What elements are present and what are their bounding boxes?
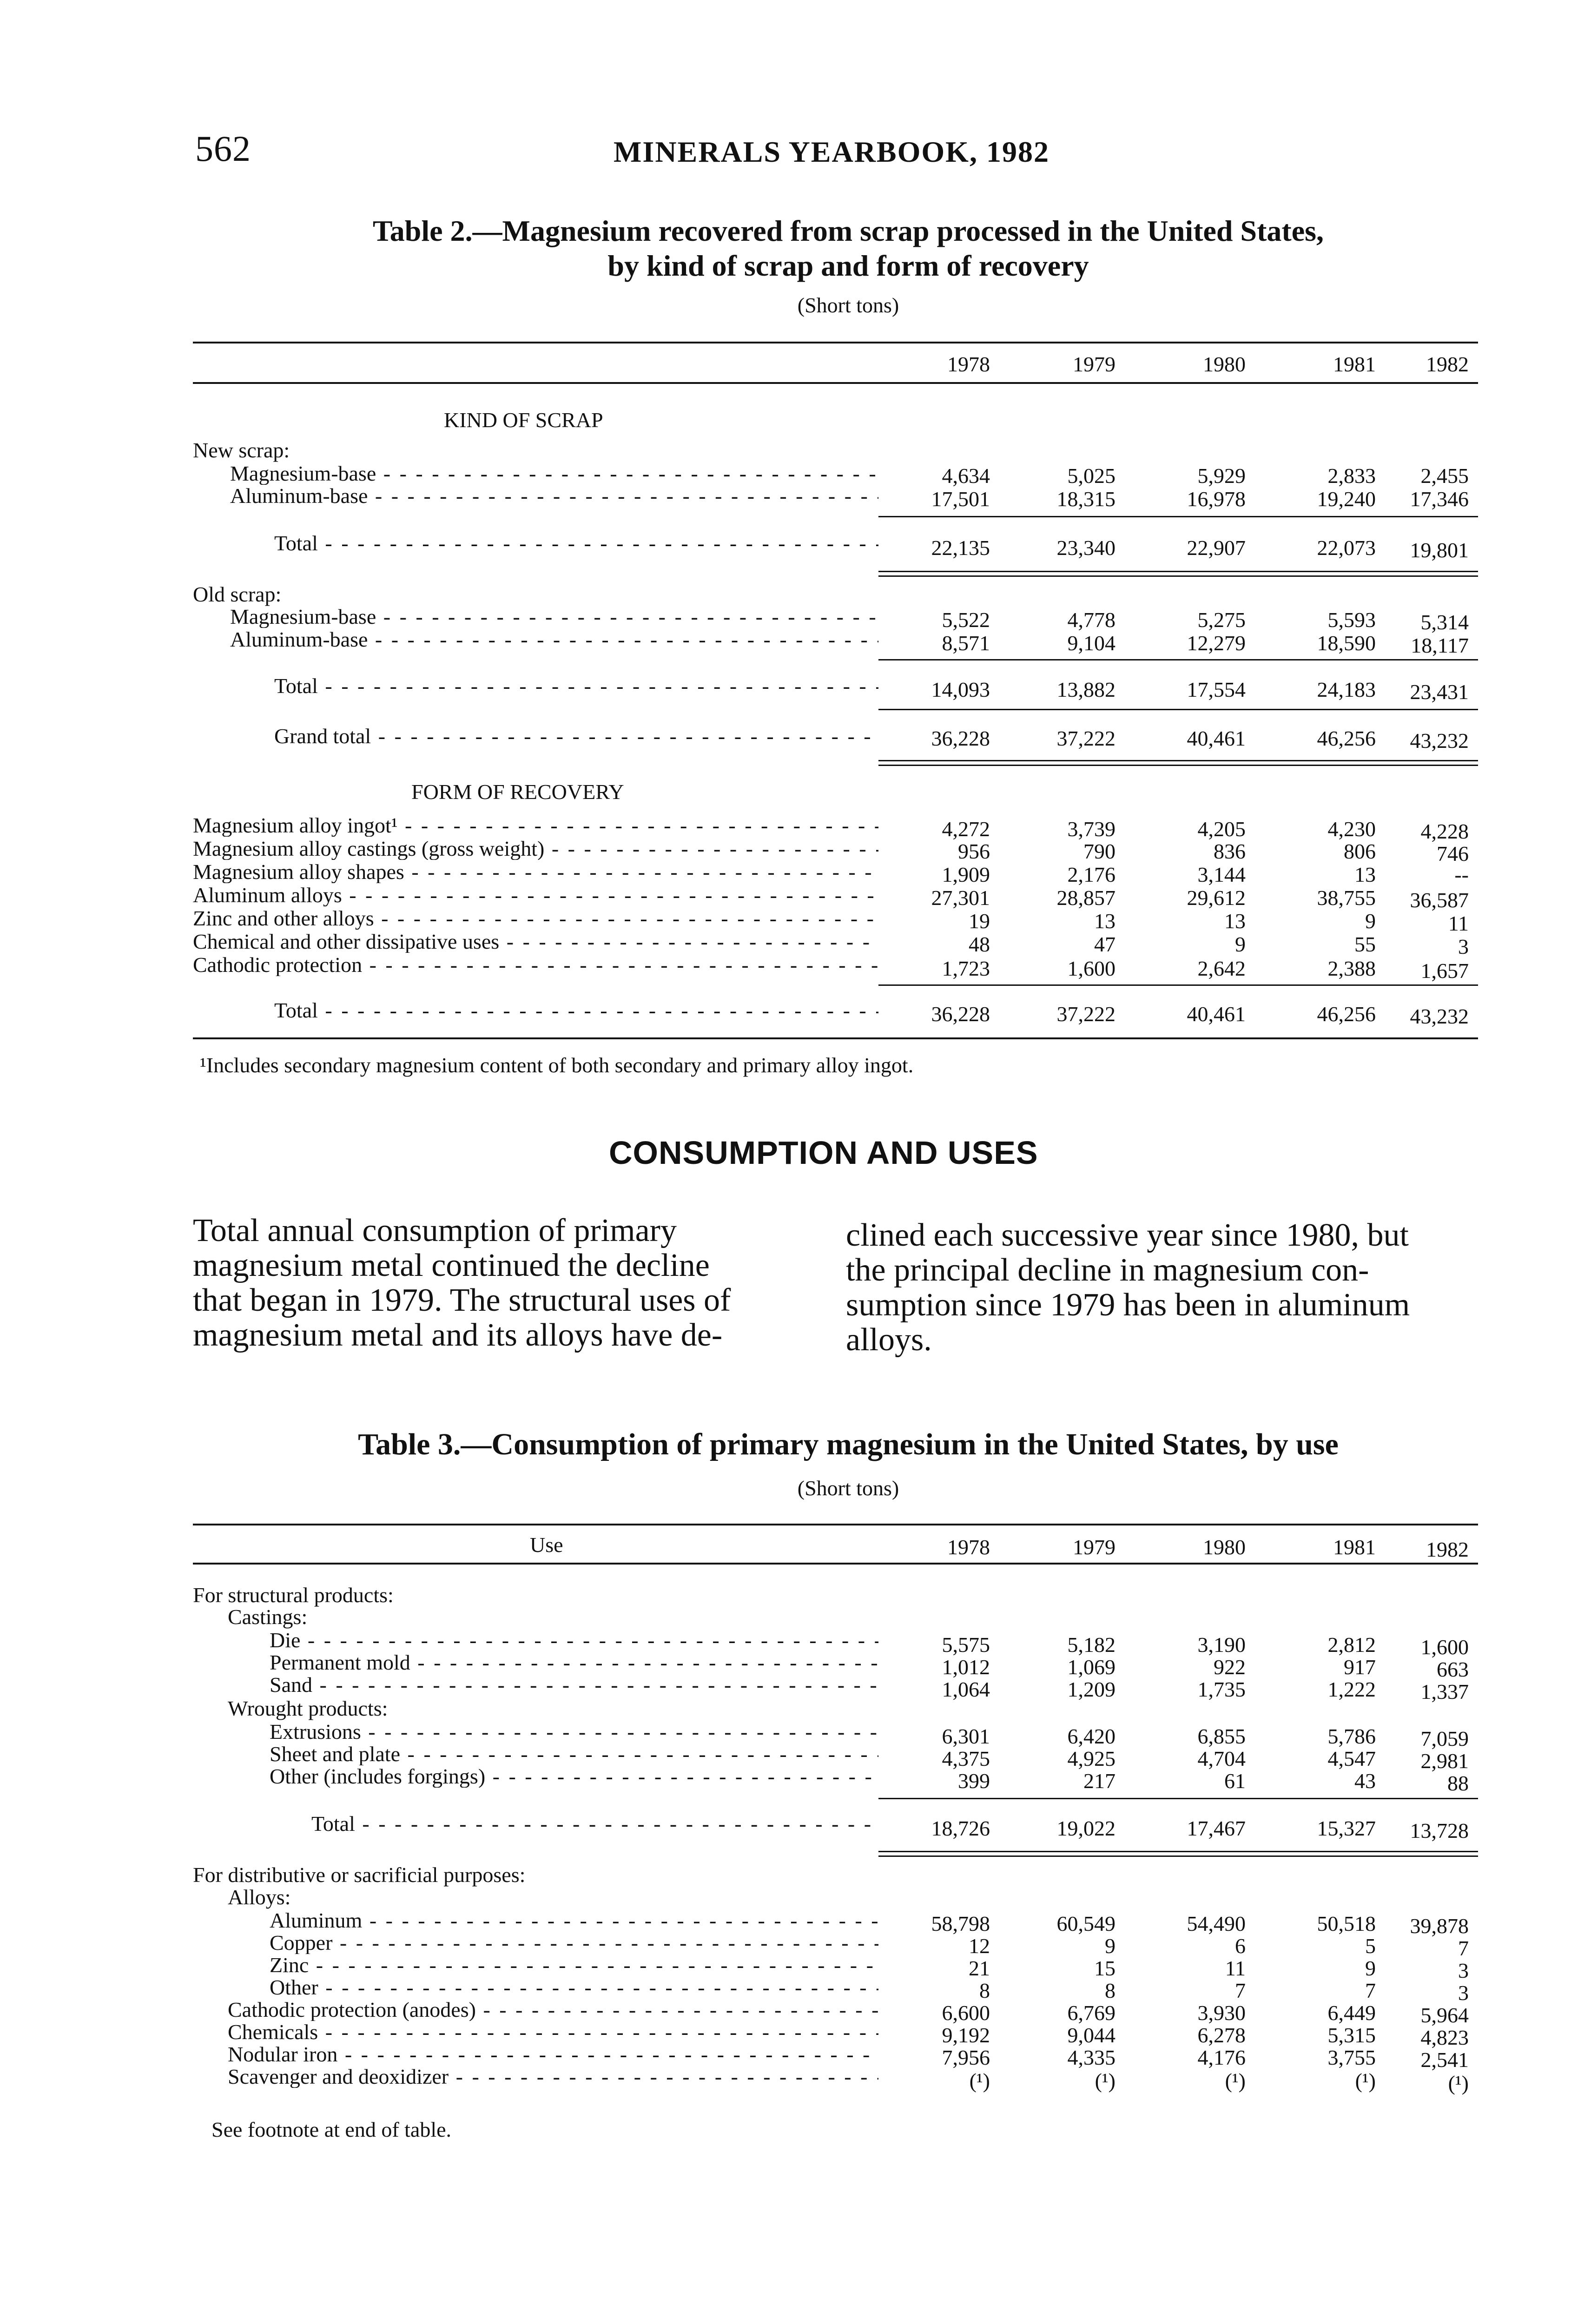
cell: 5,593 <box>1327 608 1376 632</box>
total-rule <box>878 765 1478 766</box>
table-2-bottom-rule <box>193 1037 1478 1039</box>
subtotal-rule <box>878 1798 1478 1799</box>
cell: 4,925 <box>1067 1747 1115 1770</box>
cell: 43 <box>1354 1769 1376 1793</box>
cell: 5,025 <box>1067 464 1115 488</box>
row-label: Nodular iron - - - <box>228 2043 878 2066</box>
paragraph-line: Total annual consumption of primary <box>193 1213 677 1248</box>
cell: 17,346 <box>1410 487 1469 511</box>
table-2-top-rule <box>193 342 1478 343</box>
row-label: Zinc and other alloys - - - <box>193 907 878 930</box>
cell: 4,228 <box>1420 819 1469 843</box>
cell: (¹) <box>1225 2069 1246 2093</box>
cell: 6,278 <box>1197 2023 1246 2047</box>
row-label: Aluminum-base - - - <box>230 485 878 507</box>
row-label: Magnesium alloy ingot¹ - - - <box>193 814 878 837</box>
cell: 5,929 <box>1197 464 1246 488</box>
row-label: Zinc - - - <box>270 1954 878 1976</box>
cell: 5,786 <box>1327 1724 1376 1748</box>
cell: 3,755 <box>1327 2046 1376 2069</box>
cell: 3,739 <box>1067 817 1115 841</box>
cell: 9 <box>1235 932 1246 956</box>
cell: 4,778 <box>1067 608 1115 632</box>
cell: 39,878 <box>1410 1914 1469 1938</box>
row-label: Total - - - <box>311 1813 878 1835</box>
cell: 1,209 <box>1067 1677 1115 1701</box>
cell: 7 <box>1235 1979 1246 2002</box>
cell: 1,600 <box>1420 1635 1469 1659</box>
cell: 4,205 <box>1197 817 1246 841</box>
cell: 12 <box>969 1934 990 1958</box>
cell: 19 <box>969 909 990 933</box>
table-2-header-rule <box>193 382 1478 384</box>
row-label: Grand total - - - <box>274 725 878 747</box>
table-2-title-line1: Table 2.—Magnesium recovered from scrap processed in the United States, <box>372 214 1324 247</box>
cell: 9,044 <box>1067 2023 1115 2047</box>
cell: 17,554 <box>1187 678 1246 701</box>
row-label: Magnesium-base - - - <box>230 462 878 485</box>
cell: 29,612 <box>1187 886 1246 910</box>
subtotal-rule <box>878 516 1478 517</box>
cell: 17,467 <box>1187 1816 1246 1840</box>
row-label: Chemical and other dissipative uses - - - <box>193 931 878 953</box>
cell: 40,461 <box>1187 1002 1246 1026</box>
cell: 4,272 <box>942 817 990 841</box>
cell: 746 <box>1437 842 1469 865</box>
cell: 5,314 <box>1420 610 1469 634</box>
row-label: Aluminum - - - <box>270 1909 878 1932</box>
cell: 15,327 <box>1317 1816 1376 1840</box>
cell: 13 <box>1224 909 1246 933</box>
cell: 6 <box>1235 1934 1246 1958</box>
paragraph-line: that began in 1979. The structural uses of <box>193 1282 731 1318</box>
cell: 16,978 <box>1187 487 1246 511</box>
t3-year-1978: 1978 <box>947 1535 990 1559</box>
cell: 8 <box>1105 1979 1115 2002</box>
cell: 4,335 <box>1067 2046 1115 2069</box>
row-label: Scavenger and deoxidizer - - - <box>228 2066 878 2088</box>
cell: 5,275 <box>1197 608 1246 632</box>
cell: (¹) <box>1355 2069 1376 2093</box>
cell: -- <box>1454 863 1469 886</box>
cell: 17,501 <box>931 487 990 511</box>
cell: 48 <box>969 932 990 956</box>
cell: 11 <box>1448 911 1469 935</box>
row-label: Sheet and plate - - - <box>270 1743 878 1765</box>
row-label: Aluminum alloys - - - <box>193 884 878 906</box>
paragraph-line: magnesium metal and its alloys have de- <box>193 1317 723 1353</box>
cell: 7,059 <box>1420 1727 1469 1750</box>
cell: 6,769 <box>1067 2001 1115 2025</box>
cell: 28,857 <box>1056 886 1115 910</box>
cell: 1,657 <box>1420 959 1469 983</box>
cell: 2,455 <box>1420 464 1469 488</box>
cell: 1,600 <box>1067 957 1115 980</box>
cell: 23,340 <box>1056 536 1115 560</box>
running-header: MINERALS YEARBOOK, 1982 <box>614 135 1049 168</box>
cell: 2,812 <box>1327 1633 1376 1657</box>
paragraph-line: magnesium metal continued the decline <box>193 1248 710 1283</box>
cell: 4,823 <box>1420 2026 1469 2049</box>
cell: 2,642 <box>1197 957 1246 980</box>
table-2-title-line2: by kind of scrap and form of recovery <box>607 249 1089 282</box>
cell: 8,571 <box>942 631 990 655</box>
cell: 12,279 <box>1187 631 1246 655</box>
cell: 9 <box>1105 1934 1115 1958</box>
cell: 43,232 <box>1410 1004 1469 1028</box>
cell: 806 <box>1344 839 1376 863</box>
cell: 43,232 <box>1410 729 1469 753</box>
cell: 4,230 <box>1327 817 1376 841</box>
cell: 9,104 <box>1067 631 1115 655</box>
cell: 7,956 <box>942 2046 990 2069</box>
use-header: Use <box>530 1533 563 1557</box>
total-rule <box>878 571 1478 572</box>
cell: 27,301 <box>931 886 990 910</box>
cell: 55 <box>1354 932 1376 956</box>
row-label: Total - - - <box>274 999 878 1022</box>
cell: 2,388 <box>1327 957 1376 980</box>
cell: 4,375 <box>942 1747 990 1770</box>
cell: 11 <box>1225 1956 1246 1980</box>
cell: 4,704 <box>1197 1747 1246 1770</box>
total-rule <box>878 760 1478 761</box>
cell: 5,964 <box>1420 2003 1469 2027</box>
cell: 19,022 <box>1056 1816 1115 1840</box>
cell: 58,798 <box>931 1912 990 1935</box>
table-2-units: (Short tons) <box>797 293 899 317</box>
table-3-title: Table 3.—Consumption of primary magnesium in the United States, by use <box>358 1427 1339 1461</box>
cell: 1,337 <box>1420 1680 1469 1703</box>
cell: 23,431 <box>1410 680 1469 704</box>
structural-label: For structural products: <box>193 1583 394 1607</box>
cell: 9,192 <box>942 2023 990 2047</box>
cell: 6,600 <box>942 2001 990 2025</box>
row-label: Cathodic protection - - - <box>193 954 878 976</box>
cell: 2,176 <box>1067 863 1115 886</box>
cell: 6,855 <box>1197 1724 1246 1748</box>
subtotal-rule <box>878 709 1478 710</box>
cell: 956 <box>958 839 990 863</box>
row-label: Die - - - <box>270 1629 878 1651</box>
cell: 2,541 <box>1420 2048 1469 2072</box>
cell: 50,518 <box>1317 1912 1376 1935</box>
cell: 2,981 <box>1420 1749 1469 1773</box>
cell: 18,726 <box>931 1816 990 1840</box>
cell: 13,882 <box>1056 678 1115 701</box>
cell: 6,301 <box>942 1724 990 1748</box>
page-number: 562 <box>195 128 251 169</box>
cell: 19,801 <box>1410 538 1469 562</box>
row-label: Other - - - <box>270 1976 878 1999</box>
cell: 22,907 <box>1187 536 1246 560</box>
cell: 1,012 <box>942 1655 990 1679</box>
row-label: Copper - - - <box>270 1932 878 1954</box>
cell: 3 <box>1458 935 1469 958</box>
cell: 5,522 <box>942 608 990 632</box>
cell: 4,547 <box>1327 1747 1376 1770</box>
wrought-label: Wrought products: <box>228 1697 388 1720</box>
castings-label: Castings: <box>228 1605 308 1629</box>
row-label: Total - - - <box>274 532 878 555</box>
cell: 1,735 <box>1197 1677 1246 1701</box>
cell: 19,240 <box>1317 487 1376 511</box>
section-heading: CONSUMPTION AND USES <box>609 1135 1038 1171</box>
cell: 18,590 <box>1317 631 1376 655</box>
t3-year-1979: 1979 <box>1073 1535 1115 1559</box>
cell: 4,176 <box>1197 2046 1246 2069</box>
cell: 6,449 <box>1327 2001 1376 2025</box>
cell: 917 <box>1344 1655 1376 1679</box>
cell: 1,723 <box>942 957 990 980</box>
row-label: Magnesium alloy shapes - - - <box>193 861 878 883</box>
cell: 399 <box>958 1769 990 1793</box>
cell: 38,755 <box>1317 886 1376 910</box>
subtotal-rule <box>878 984 1478 986</box>
t2-year-1978: 1978 <box>947 352 990 376</box>
cell: 1,909 <box>942 863 990 886</box>
cell: 37,222 <box>1056 1002 1115 1026</box>
paragraph-line: alloys. <box>846 1322 932 1358</box>
cell: 36,587 <box>1410 888 1469 912</box>
cell: 836 <box>1214 839 1246 863</box>
t2-year-1981: 1981 <box>1333 352 1376 376</box>
t2-year-1979: 1979 <box>1073 352 1115 376</box>
cell: 5 <box>1365 1934 1376 1958</box>
cell: 22,073 <box>1317 536 1376 560</box>
cell: 3 <box>1458 1981 1469 2005</box>
cell: (¹) <box>1448 2071 1469 2095</box>
see-footnote: See footnote at end of table. <box>211 2118 452 2141</box>
total-rule <box>878 575 1478 577</box>
cell: 18,315 <box>1056 487 1115 511</box>
cell: (¹) <box>1095 2069 1115 2093</box>
cell: 3,930 <box>1197 2001 1246 2025</box>
table-2-footnote: ¹Includes secondary magnesium content of both secondary and primary alloy ingot. <box>200 1053 914 1077</box>
cell: 46,256 <box>1317 1002 1376 1026</box>
row-label: Permanent mold - - - <box>270 1651 878 1674</box>
row-label: Aluminum-base - - - <box>230 628 878 651</box>
cell: 40,461 <box>1187 726 1246 750</box>
cell: 21 <box>969 1956 990 1980</box>
cell: 3,190 <box>1197 1633 1246 1657</box>
cell: 3,144 <box>1197 863 1246 886</box>
row-label: Other (includes forgings) - - - <box>270 1765 878 1788</box>
cell: 9 <box>1365 1956 1376 1980</box>
t2-year-1980: 1980 <box>1203 352 1246 376</box>
cell: 9 <box>1365 909 1376 933</box>
cell: 2,833 <box>1327 464 1376 488</box>
cell: 790 <box>1083 839 1115 863</box>
cell: 18,117 <box>1411 634 1469 657</box>
cell: 13 <box>1094 909 1115 933</box>
cell: 88 <box>1447 1771 1469 1795</box>
form-of-recovery-heading: FORM OF RECOVERY <box>411 780 624 804</box>
cell: 15 <box>1094 1956 1115 1980</box>
cell: 13,728 <box>1410 1819 1469 1842</box>
row-label: Magnesium-base - - - <box>230 606 878 628</box>
table-3-header-rule <box>193 1563 1478 1565</box>
t3-year-1982: 1982 <box>1426 1538 1469 1561</box>
new-scrap-label: New scrap: <box>193 438 290 462</box>
cell: 1,222 <box>1327 1677 1376 1701</box>
cell: 7 <box>1365 1979 1376 2002</box>
alloys-label: Alloys: <box>228 1885 291 1909</box>
cell: 36,228 <box>931 726 990 750</box>
cell: 5,182 <box>1067 1633 1115 1657</box>
row-label: Total - - - <box>274 675 878 697</box>
row-label: Extrusions - - - <box>270 1721 878 1743</box>
t3-year-1981: 1981 <box>1333 1535 1376 1559</box>
cell: 47 <box>1094 932 1115 956</box>
cell: 37,222 <box>1056 726 1115 750</box>
cell: 13 <box>1354 863 1376 886</box>
cell: (¹) <box>969 2069 990 2093</box>
cell: 7 <box>1458 1936 1469 1960</box>
cell: 3 <box>1458 1959 1469 1982</box>
cell: 8 <box>979 1979 990 2002</box>
paragraph-line: clined each successive year since 1980, but <box>846 1217 1409 1253</box>
subtotal-rule <box>878 659 1478 660</box>
row-label: Sand - - - <box>270 1674 878 1696</box>
cell: 922 <box>1214 1655 1246 1679</box>
cell: 22,135 <box>931 536 990 560</box>
cell: 1,069 <box>1067 1655 1115 1679</box>
t2-year-1982: 1982 <box>1426 352 1469 376</box>
row-label: Cathodic protection (anodes) - - - <box>228 1999 878 2021</box>
t3-year-1980: 1980 <box>1203 1535 1246 1559</box>
cell: 663 <box>1437 1657 1469 1681</box>
cell: 24,183 <box>1317 678 1376 701</box>
cell: 1,064 <box>942 1677 990 1701</box>
total-rule <box>878 1855 1478 1857</box>
row-label: Magnesium alloy castings (gross weight) - - - <box>193 838 878 860</box>
row-label: Chemicals - - - <box>228 2021 878 2043</box>
old-scrap-label: Old scrap: <box>193 582 282 606</box>
total-rule <box>878 1851 1478 1852</box>
table-3-top-rule <box>193 1524 1478 1525</box>
cell: 61 <box>1224 1769 1246 1793</box>
cell: 6,420 <box>1067 1724 1115 1748</box>
distributive-label: For distributive or sacrificial purposes: <box>193 1863 526 1887</box>
paragraph-line: sumption since 1979 has been in aluminum <box>846 1287 1410 1323</box>
cell: 4,634 <box>942 464 990 488</box>
cell: 217 <box>1083 1769 1115 1793</box>
cell: 46,256 <box>1317 726 1376 750</box>
cell: 5,315 <box>1327 2023 1376 2047</box>
cell: 5,575 <box>942 1633 990 1657</box>
paragraph-line: the principal decline in magnesium con- <box>846 1252 1369 1288</box>
kind-of-scrap-heading: KIND OF SCRAP <box>444 408 603 432</box>
cell: 54,490 <box>1187 1912 1246 1935</box>
cell: 14,093 <box>931 678 990 701</box>
cell: 60,549 <box>1056 1912 1115 1935</box>
table-3-units: (Short tons) <box>797 1476 899 1500</box>
cell: 36,228 <box>931 1002 990 1026</box>
